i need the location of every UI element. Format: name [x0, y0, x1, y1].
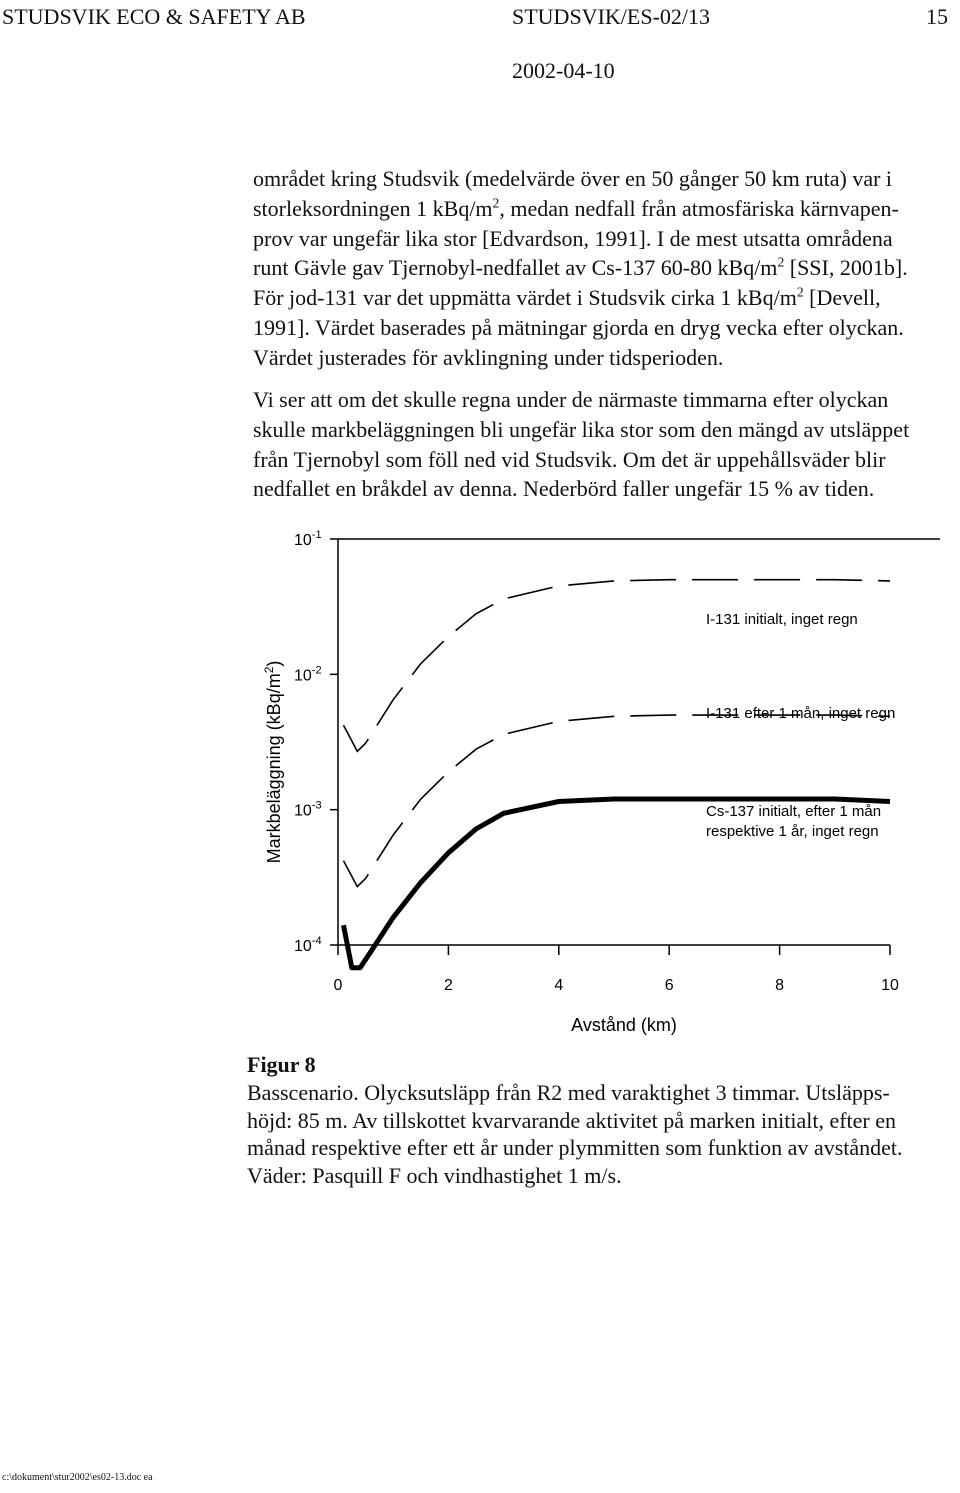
x-tick-label: 2	[443, 977, 453, 994]
x-tick-label: 8	[775, 977, 785, 994]
caption-line: Basscenario. Olycksutsläpp från R2 med varaktighet 3 timmar. Utsläpps-	[247, 1080, 890, 1105]
header-company: STUDSVIK ECO & SAFETY AB	[2, 4, 306, 29]
paragraph-line	[253, 164, 953, 194]
paragraph-line	[253, 253, 953, 283]
caption-line: Väder: Pasquill F och vindhastighet 1 m/s.	[247, 1162, 622, 1188]
x-tick-label: 0	[333, 977, 343, 994]
figure-title: Figur 8	[247, 1052, 316, 1077]
text-run: storleksordningen 1 kBq/m	[253, 195, 493, 221]
superscript: 2	[796, 284, 804, 300]
text-run: runt Gävle gav Tjernobyl-nedfallet av Cs-137 60-80 kBq/m	[253, 255, 778, 281]
x-axis-label: Avstånd (km)	[571, 1015, 677, 1035]
paragraph-line: från Tjernobyl som föll ned vid Studsvik. Om det är uppehållsväder blir	[253, 446, 886, 472]
footer-file-path: c:\dokument\stur2002\es02-13.doc ea	[2, 1472, 153, 1483]
paragraph-rain-scenario	[253, 385, 953, 504]
text-run: [Devell,	[803, 285, 881, 311]
series-label: respektive 1 år, inget regn	[706, 823, 879, 840]
paragraph-line	[253, 343, 953, 373]
text-run: För jod-131 var det uppmätta värdet i Studsvik cirka 1 kBq/m	[253, 285, 797, 311]
y-tick-label: $10^{-1}$	[294, 529, 322, 549]
page-number: 15	[926, 4, 948, 29]
series-line	[344, 580, 891, 752]
deposition-chart	[230, 520, 960, 1050]
x-tick-label: 4	[554, 977, 564, 994]
superscript: 2	[492, 195, 500, 211]
paragraph-line: Vi ser att om det skulle regna under de närmaste timmarna efter olyckan	[253, 387, 889, 412]
paragraph-fallout-levels	[253, 164, 953, 373]
text-run: Värdet justerades för avklingning under tidsperioden.	[253, 344, 724, 370]
text-run: 1991]. Värdet baserades på mätningar gjorda en dryg vecka efter olyckan.	[253, 314, 904, 340]
caption-line: månad respektive efter ett år under plymmitten som funktion av avståndet.	[247, 1135, 903, 1161]
series-label: Cs-137 initialt, efter 1 mån	[706, 803, 882, 820]
paragraph-line	[253, 194, 953, 224]
text-run: prov var ungefär lika stor [Edvardson, 1991]. I de mest utsatta områdena	[253, 225, 893, 251]
text-run: området kring Studsvik (medelvärde över en 50 gånger 50 km ruta) var i	[253, 166, 893, 191]
figure-caption	[247, 1079, 957, 1189]
caption-line: höjd: 85 m. Av tillskottet kvarvarande aktivitet på marken initialt, efter en	[247, 1107, 897, 1133]
series-label: I-131 initialt, inget regn	[706, 611, 858, 628]
figure-chart	[230, 520, 960, 1050]
y-tick-label: $10^{-3}$	[294, 799, 322, 820]
paragraph-line: nedfallet en bråkdel av denna. Nederbörd faller ungefär 15 % av tiden.	[253, 476, 875, 502]
series-label: I-131 efter 1 mån, inget regn	[706, 705, 896, 722]
paragraph-line	[253, 283, 953, 313]
paragraph-line	[253, 313, 953, 343]
x-tick-label: 6	[664, 977, 674, 994]
y-tick-label: $10^{-2}$	[294, 664, 322, 685]
x-tick-label: 10	[881, 977, 899, 994]
y-tick-label: $10^{-4}$	[294, 935, 322, 955]
header-report-number: STUDSVIK/ES-02/13	[512, 4, 711, 29]
y-axis-label: Markbeläggning $(kBq/m^2)$	[262, 660, 284, 864]
superscript: 2	[777, 255, 785, 271]
text-run: , medan nedfall från atmosfäriska kärnvapen-	[499, 195, 899, 221]
header-date: 2002-04-10	[512, 58, 615, 83]
paragraph-line: skulle markbeläggningen bli ungefär lika stor som den mängd av utsläppet	[253, 416, 910, 442]
text-run: [SSI, 2001b].	[784, 255, 908, 281]
paragraph-line	[253, 224, 953, 254]
